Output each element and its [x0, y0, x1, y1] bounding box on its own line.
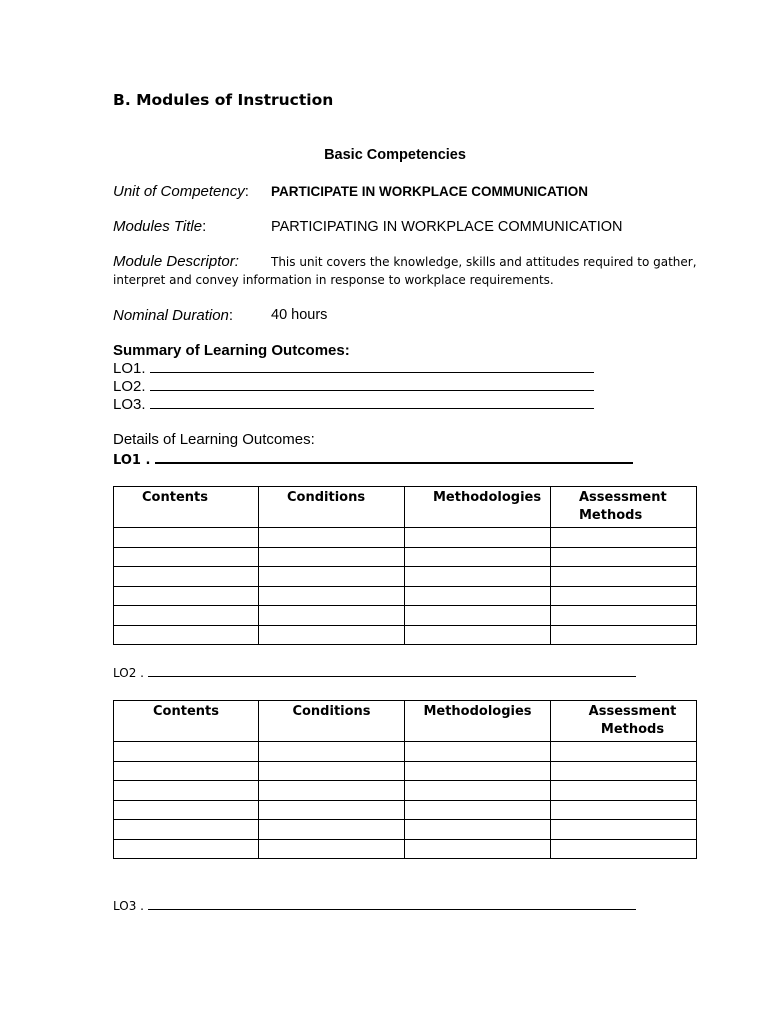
- table-cell[interactable]: [114, 742, 259, 762]
- table-cell[interactable]: [551, 839, 697, 859]
- table-cell[interactable]: [114, 586, 259, 606]
- table-cell[interactable]: [259, 528, 405, 548]
- summary-lo2: [113, 378, 594, 395]
- table-cell[interactable]: [114, 839, 259, 859]
- table-row: [114, 839, 697, 859]
- table-cell[interactable]: [405, 761, 551, 781]
- table-cell[interactable]: [114, 606, 259, 626]
- details-lo3-label: LO3 .: [113, 899, 148, 913]
- table-row: [114, 761, 697, 781]
- details-lo1: [113, 450, 633, 468]
- table-row: [114, 528, 697, 548]
- section-heading: B. Modules of Instruction: [113, 91, 334, 109]
- header-methodologies: Methodologies: [405, 487, 551, 528]
- table-cell[interactable]: [551, 820, 697, 840]
- details-lo2: [113, 664, 636, 680]
- header-conditions: Conditions: [259, 701, 405, 742]
- table-cell[interactable]: [259, 606, 405, 626]
- table-cell[interactable]: [259, 586, 405, 606]
- table-cell[interactable]: [405, 567, 551, 587]
- table-row: [114, 567, 697, 587]
- table-cell[interactable]: [114, 528, 259, 548]
- table-cell[interactable]: [551, 606, 697, 626]
- table-cell[interactable]: [259, 547, 405, 567]
- details-lo2-label: LO2 .: [113, 666, 148, 680]
- unit-of-competency-label: Unit of Competency: [113, 183, 245, 200]
- summary-lo2-blank: [150, 378, 594, 391]
- unit-of-competency-colon: :: [244, 183, 249, 200]
- table-cell[interactable]: [405, 781, 551, 801]
- summary-heading: Summary of Learning Outcomes:: [113, 342, 350, 359]
- table-cell[interactable]: [405, 586, 551, 606]
- summary-lo1: [113, 360, 594, 377]
- table-cell[interactable]: [405, 625, 551, 645]
- table-row: [114, 742, 697, 762]
- nominal-duration-colon: :: [228, 307, 234, 324]
- details-lo2-blank: [148, 664, 636, 677]
- lo2-table: [113, 700, 697, 859]
- details-lo3-blank: [148, 897, 636, 910]
- summary-lo3: [113, 396, 594, 413]
- modules-title-colon: :: [202, 218, 207, 235]
- table-cell[interactable]: [405, 839, 551, 859]
- module-descriptor-line1: This unit covers the knowledge, skills and attitudes required to gather,: [271, 255, 697, 269]
- table-cell[interactable]: [259, 781, 405, 801]
- table-cell[interactable]: [405, 528, 551, 548]
- table-cell[interactable]: [259, 567, 405, 587]
- header-methodologies: Methodologies: [405, 701, 551, 742]
- table-cell[interactable]: [551, 547, 697, 567]
- table-cell[interactable]: [551, 528, 697, 548]
- module-descriptor-line2: interpret and convey information in response to workplace requirements.: [113, 273, 554, 287]
- header-contents: Contents: [114, 701, 259, 742]
- table-cell[interactable]: [551, 761, 697, 781]
- nominal-duration-value: 40 hours: [271, 307, 328, 323]
- table-row: [114, 820, 697, 840]
- header-conditions: Conditions: [259, 487, 405, 528]
- unit-of-competency-value: PARTICIPATE IN WORKPLACE COMMUNICATION: [271, 184, 588, 199]
- table-cell[interactable]: [114, 761, 259, 781]
- table-row: [114, 606, 697, 626]
- table-cell[interactable]: [405, 606, 551, 626]
- lo2-table-header: [114, 701, 697, 742]
- summary-lo2-label: LO2.: [113, 378, 150, 395]
- table-cell[interactable]: [259, 839, 405, 859]
- table-cell[interactable]: [551, 586, 697, 606]
- table-cell[interactable]: [114, 781, 259, 801]
- header-assessment-methods: Assessment Methods: [551, 701, 697, 742]
- table-cell[interactable]: [405, 820, 551, 840]
- nominal-duration-label: Nominal Duration: [113, 307, 229, 324]
- table-cell[interactable]: [259, 761, 405, 781]
- table-cell[interactable]: [114, 800, 259, 820]
- summary-lo1-blank: [150, 360, 594, 373]
- summary-lo1-label: LO1.: [113, 360, 150, 377]
- basic-competencies-title: Basic Competencies: [324, 147, 466, 163]
- table-cell[interactable]: [405, 800, 551, 820]
- summary-lo3-blank: [150, 396, 594, 409]
- header-contents: Contents: [114, 487, 259, 528]
- lo1-table: [113, 486, 697, 645]
- unit-of-competency-row: [113, 183, 249, 201]
- details-lo1-blank: [155, 450, 633, 464]
- table-row: [114, 547, 697, 567]
- table-cell[interactable]: [551, 625, 697, 645]
- modules-title-value: PARTICIPATING IN WORKPLACE COMMUNICATION: [271, 219, 623, 235]
- table-cell[interactable]: [405, 547, 551, 567]
- table-cell[interactable]: [259, 820, 405, 840]
- table-cell[interactable]: [551, 781, 697, 801]
- table-cell[interactable]: [405, 742, 551, 762]
- table-cell[interactable]: [551, 567, 697, 587]
- details-heading: Details of Learning Outcomes:: [113, 431, 315, 448]
- details-lo3: [113, 897, 636, 913]
- nominal-duration-row: [113, 307, 233, 325]
- table-cell[interactable]: [114, 547, 259, 567]
- summary-lo3-label: LO3.: [113, 396, 150, 413]
- module-descriptor-label: Module Descriptor:: [113, 253, 239, 270]
- modules-title-row: [113, 218, 206, 236]
- header-assessment-methods: Assessment Methods: [551, 487, 697, 528]
- table-row: [114, 625, 697, 645]
- table-cell[interactable]: [114, 820, 259, 840]
- table-cell[interactable]: [114, 625, 259, 645]
- table-cell[interactable]: [259, 742, 405, 762]
- table-cell[interactable]: [259, 625, 405, 645]
- table-cell[interactable]: [551, 800, 697, 820]
- table-row: [114, 800, 697, 820]
- details-lo1-label: LO1 .: [113, 453, 155, 468]
- table-row: [114, 586, 697, 606]
- table-cell[interactable]: [114, 567, 259, 587]
- lo1-table-header: [114, 487, 697, 528]
- table-cell[interactable]: [259, 800, 405, 820]
- table-cell[interactable]: [551, 742, 697, 762]
- table-row: [114, 781, 697, 801]
- modules-title-label: Modules Title: [113, 218, 203, 235]
